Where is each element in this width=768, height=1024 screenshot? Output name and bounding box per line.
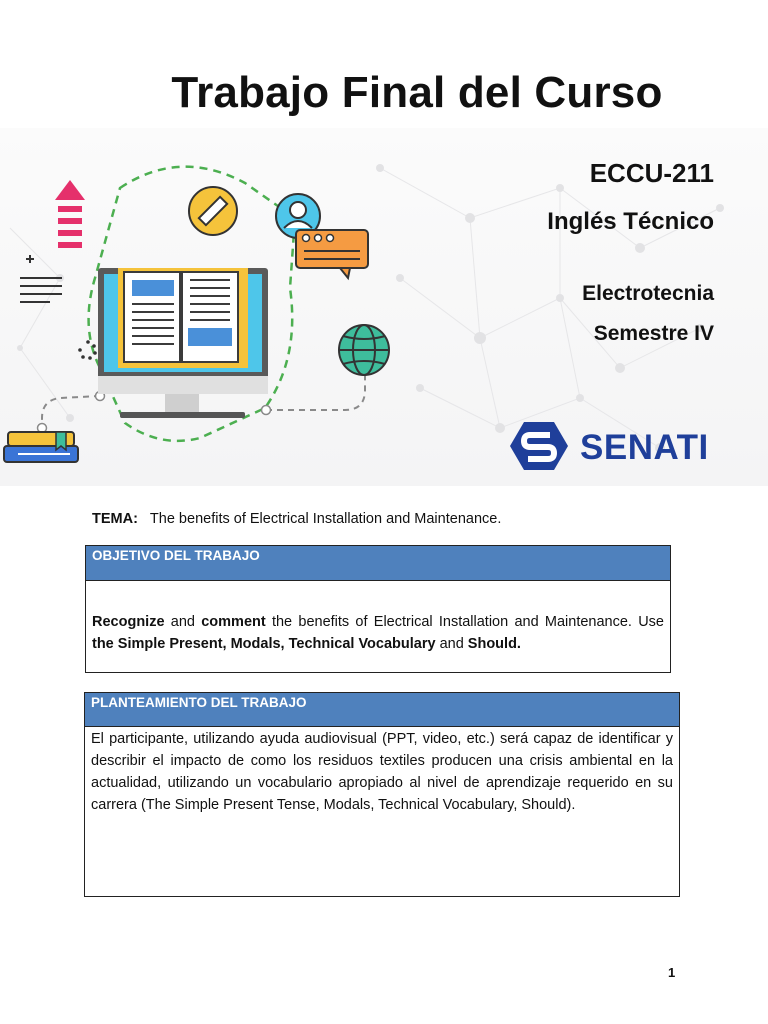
tema-text: The benefits of Electrical Installation and Maintenance. <box>149 511 502 527</box>
objetivo-and-2: and <box>435 636 468 652</box>
course-code: ECCU-211 <box>589 158 714 188</box>
course-name: Inglés Técnico <box>547 208 714 235</box>
planteamiento-body: El participante, utilizando ayuda audiovisual (PPT, video, etc.) será capaz de identificar y describir el impacto de como los residuos textiles producen una crisis ambiental en la actualidad, utilizando un vocabulario apropiado al nivel de aprendizaje requerido en su carrera (The Simple Present Tense, Modals, Technical Vocabulary, Should). <box>91 731 673 813</box>
document-title: Trabajo Final del Curso <box>171 68 663 117</box>
objetivo-box <box>85 545 671 673</box>
books-icon <box>4 432 78 462</box>
objetivo-recognize: Recognize <box>92 614 165 630</box>
chat-bubble-icon <box>296 230 368 278</box>
senati-logo-text: SENATI <box>580 428 709 467</box>
objetivo-comment: comment <box>201 614 266 630</box>
semester: Semestre IV <box>593 322 714 345</box>
tema-label: TEMA: <box>92 511 138 527</box>
objetivo-and-1: and <box>164 614 202 630</box>
objetivo-body <box>86 581 670 655</box>
objetivo-should: Should. <box>467 636 521 652</box>
career-name: Electrotecnia <box>582 282 714 305</box>
pencil-icon <box>189 187 237 235</box>
page-number: 1 <box>668 965 676 980</box>
senati-logo-icon <box>508 420 570 472</box>
upload-arrow-icon <box>55 180 85 248</box>
planteamiento-box <box>84 692 680 897</box>
tema-line <box>92 511 501 527</box>
planteamiento-header: PLANTEAMIENTO DEL TRABAJO <box>85 693 679 727</box>
objetivo-header: OBJETIVO DEL TRABAJO <box>86 546 670 581</box>
objetivo-grammar: the Simple Present, Modals, Technical Vocabulary <box>92 636 436 652</box>
objetivo-text: the benefits of Electrical Installation and Maintenance. Use <box>265 614 664 630</box>
list-icon <box>20 255 62 302</box>
open-book-monitor-icon <box>98 268 268 418</box>
globe-icon <box>339 325 389 375</box>
education-illustration <box>0 128 420 486</box>
